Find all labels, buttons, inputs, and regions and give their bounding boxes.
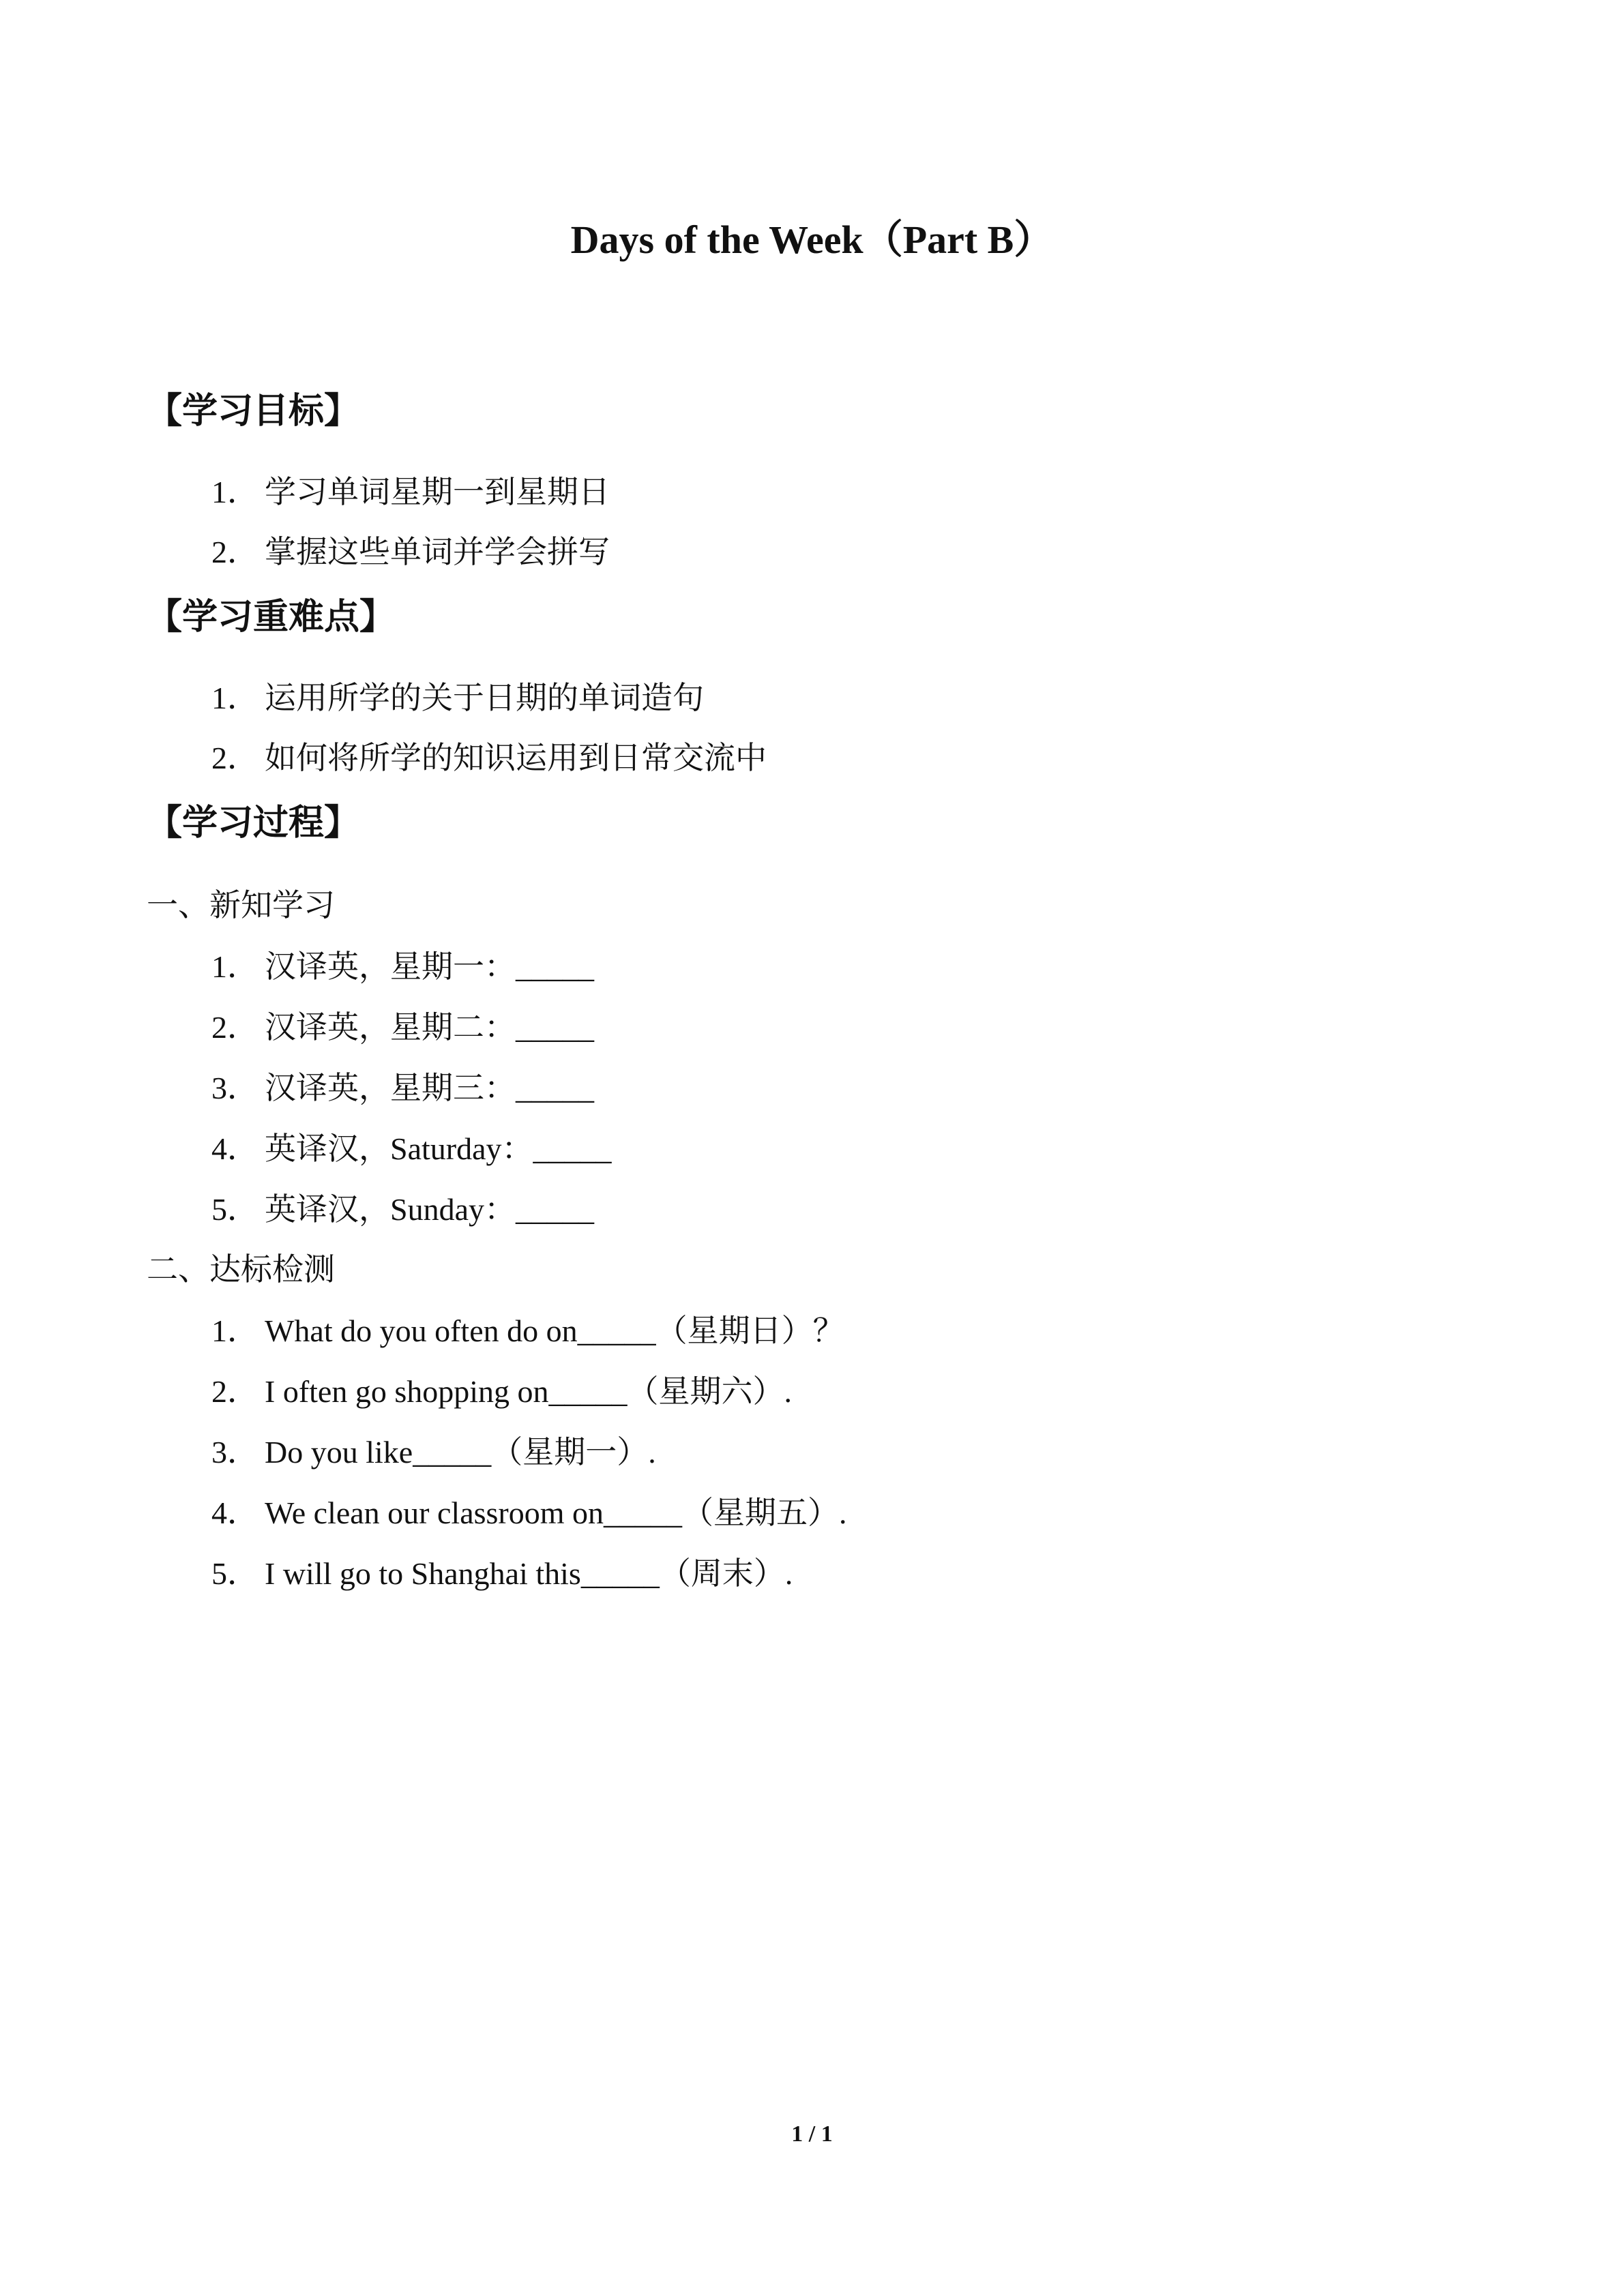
item-text: I will go to Shanghai this_____（周末）. bbox=[265, 1556, 793, 1591]
item-text: 英译汉，Sunday：_____ bbox=[265, 1192, 594, 1227]
item-number: 3． bbox=[211, 1435, 259, 1470]
part-label-assessment: 二、达标检测 bbox=[147, 1252, 335, 1287]
item-text: Do you like_____（星期一）. bbox=[265, 1435, 656, 1470]
goal-item bbox=[211, 531, 610, 574]
part-label-new-knowledge: 一、新知学习 bbox=[147, 888, 335, 923]
page-title: Days of the Week（Part B） bbox=[570, 218, 1054, 262]
item-number: 1． bbox=[211, 949, 259, 984]
exercise-item bbox=[211, 1309, 844, 1353]
goal-item bbox=[211, 471, 610, 514]
exercise-item bbox=[211, 1491, 847, 1535]
heading-learning-goals: 【学习目标】 bbox=[147, 392, 360, 431]
item-text: 如何将所学的知识运用到日常交流中 bbox=[265, 741, 767, 775]
exercise-item bbox=[211, 1370, 792, 1414]
item-number: 4． bbox=[211, 1131, 259, 1166]
item-number: 2． bbox=[211, 535, 259, 569]
item-text: 掌握这些单词并学会拼写 bbox=[265, 535, 610, 569]
item-number: 3． bbox=[211, 1071, 259, 1105]
item-text: 运用所学的关于日期的单词造句 bbox=[265, 681, 704, 715]
item-text: 汉译英，星期一：_____ bbox=[265, 949, 594, 984]
item-number: 1． bbox=[211, 1313, 259, 1348]
key-point-item bbox=[211, 736, 767, 780]
exercise-item bbox=[211, 1127, 612, 1171]
item-text: What do you often do on_____（星期日）？ bbox=[265, 1313, 844, 1348]
exercise-item bbox=[211, 1552, 793, 1596]
exercise-item bbox=[211, 1006, 594, 1049]
item-text: I often go shopping on_____（星期六）. bbox=[265, 1374, 793, 1409]
item-number: 5． bbox=[211, 1556, 259, 1591]
heading-key-points: 【学习重难点】 bbox=[147, 598, 396, 637]
key-point-item bbox=[211, 676, 704, 720]
exercise-item bbox=[211, 1188, 594, 1232]
item-number: 2． bbox=[211, 1374, 259, 1409]
item-number: 2． bbox=[211, 1010, 259, 1045]
item-text: 英译汉，Saturday：_____ bbox=[265, 1131, 612, 1166]
item-text: 学习单词星期一到星期日 bbox=[265, 475, 610, 509]
item-text: 汉译英，星期二：_____ bbox=[265, 1010, 594, 1045]
item-number: 2． bbox=[211, 741, 259, 775]
item-number: 4． bbox=[211, 1495, 259, 1530]
item-text: We clean our classroom on_____（星期五）. bbox=[265, 1495, 847, 1530]
item-number: 1． bbox=[211, 475, 259, 509]
exercise-item bbox=[211, 1067, 594, 1110]
heading-learning-process: 【学习过程】 bbox=[147, 804, 360, 843]
item-text: 汉译英，星期三：_____ bbox=[265, 1071, 594, 1105]
exercise-item bbox=[211, 1431, 656, 1474]
item-number: 1． bbox=[211, 681, 259, 715]
exercise-item bbox=[211, 945, 594, 989]
item-number: 5． bbox=[211, 1192, 259, 1227]
page-number: 1 / 1 bbox=[791, 2121, 833, 2147]
